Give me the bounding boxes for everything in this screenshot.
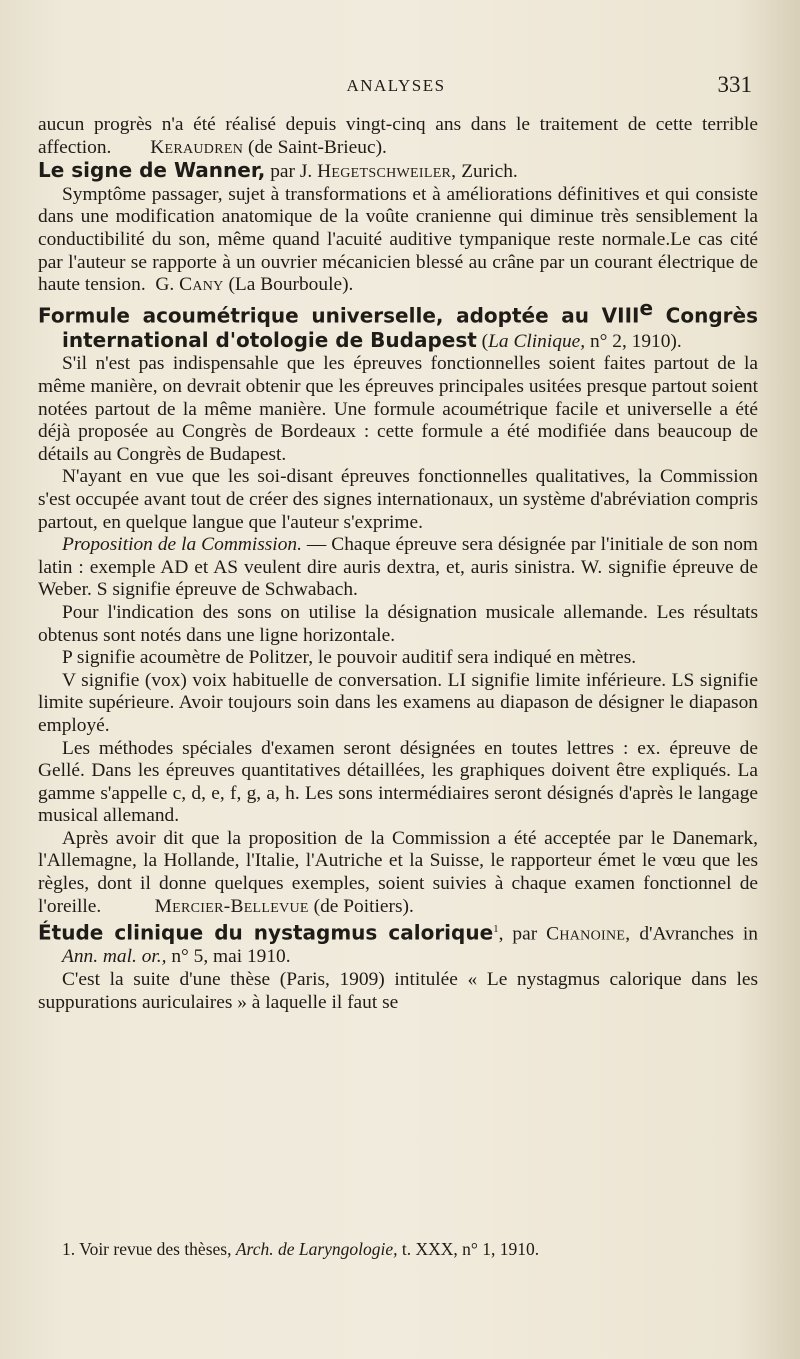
paragraph: C'est la suite d'une thèse (Paris, 1909) intitulée « Le nystagmus calorique dans les suppurations auriculaires » à laquelle il faut se [38,968,758,1013]
paragraph [38,828,758,918]
footnote-text: Voir revue des thèses, [79,1239,232,1259]
footnote-number: 1. [62,1239,76,1259]
article-author: Hegetschweiler, [317,161,457,183]
journal-issue: n° 5, mai 1910. [171,946,291,968]
paragraph-continued [38,114,758,159]
page-number: 331 [717,72,752,97]
paragraph: P signifie acoumètre de Politzer, le pouvoir auditif sera indiqué en mètres. [62,647,637,669]
article-heading-wanner [38,159,758,184]
article-title-part: Formule acoumétrique universelle, adoptée au VIII [38,303,640,328]
article-title: Le signe de Wanner, [38,158,266,183]
article-author: Chanoine, [546,923,631,945]
article-detail: d'Avranches in [639,923,758,945]
article-place: Zurich. [461,161,518,183]
paragraph: S'il n'est pas indispensahle que les épreuves fonctionnelles soient faites partout de la même manière, on devrait obtenir que les épreuves principales usitées presque partout soient notées partout de la même manière. Une formule acoumétrique facile et universelle a été déjà proposée au Congrès de Bordeaux : cette formule a été modifiée dans beaucoup de détails au Congrès de Budapest. [38,353,758,465]
page-header [40,72,752,102]
journal-open: ( [481,330,489,352]
signature-place: (La Bourboule). [228,274,354,296]
paragraph [38,534,758,602]
proposition-label: Proposition de la Commission. [62,534,302,556]
article-by: par J. [270,161,313,183]
journal-name: Ann. mal. or., [62,946,167,968]
body-text [38,114,758,1014]
paragraph-text: Après avoir dit que la proposition de la Commission a été acceptée par le Danemark, l'Allemagne, la Hollande, l'Italie, l'Autriche et la Suisse, le rapporteur émet le vœu que les règles, dont il donne quelques exemples, soient suivies à chaque examen fonctionnel de l'oreille. [38,827,758,917]
signature-author: Cany [179,274,224,296]
article-title-part: Congrès international d'otologie de Budapest [62,303,758,352]
journal-name: La Clinique, [488,330,586,352]
paragraph: V signifie (vox) voix habituelle de conversation. LI signifie limite inférieure. LS signifie limite supérieure. Avoir toujours soin dans les examens au diapason de désigner le diapason employé. [38,669,758,736]
footnote-text: t. XXX, n° 1, 1910. [401,1239,540,1259]
article-body-wanner [38,184,758,297]
article-heading-formule [38,297,758,354]
journal-issue: n° 2, 1910). [589,330,682,352]
signature-author: Keraudren [150,136,244,158]
paragraph-text: — Chaque épreuve sera désignée par l'initiale de son nom latin : exemple AD et AS veulent dire auris dextra, et, auris sinistra. W. signifie épreuve de Weber. S signifie épreuve de Schwabach. [38,534,758,601]
article-title: Étude clinique du nystagmus calorique [38,920,494,945]
signature-author: Mercier-Bellevue [154,895,309,917]
article-by: , par [498,923,538,945]
paragraph: Pour l'indication des sons on utilise la désignation musicale allemande. Les résultats obtenus sont notés dans une ligne horizontale. [38,601,758,646]
paragraph: Les méthodes spéciales d'examen seront désignées en toutes lettres : ex. épreuve de Gellé. Dans les épreuves quantitatives détaillées, les graphiques doivent être expliqués. La gamme s'appelle c, d, e, f, g, a, h. Les sons intermédiaires seront désignés d'après le langage musical allemand. [38,737,758,827]
signature-place: (de Saint-Brieuc). [247,136,387,158]
signature-place: (de Poitiers). [313,895,414,917]
footnote [62,1238,752,1260]
article-heading-etude [38,918,758,969]
running-title: ANALYSES [346,76,446,95]
signature-initial: G. [155,274,175,296]
ordinal-superscript: e [639,295,654,320]
paragraph-text: Symptôme passager, sujet à transformations et à améliorations définitives et qui consiste dans une modification anatomique de la voûte cranienne qui diminue très sensiblement la conductibilité du son, même quand l'acuité auditive tympanique reste normale.Le cas cité par l'auteur se rapporte à un ouvrier mécanicien blessé au crâne par un courant électrique de haute tension. [38,183,758,296]
paragraph: N'ayant en vue que les soi-disant épreuves fonctionnelles qualitatives, la Commission s'est occupée avant tout de créer des signes internationaux, un système d'abréviation compris partout, en quelque langue que l'auteur s'exprime. [38,466,758,533]
footnote-journal: Arch. de Laryngologie, [235,1239,398,1259]
footnote-mark: 1 [493,923,499,936]
paragraph-text: aucun progrès n'a été réalisé depuis vingt-cinq ans dans le traitement de cette terrible affection. [38,114,758,158]
